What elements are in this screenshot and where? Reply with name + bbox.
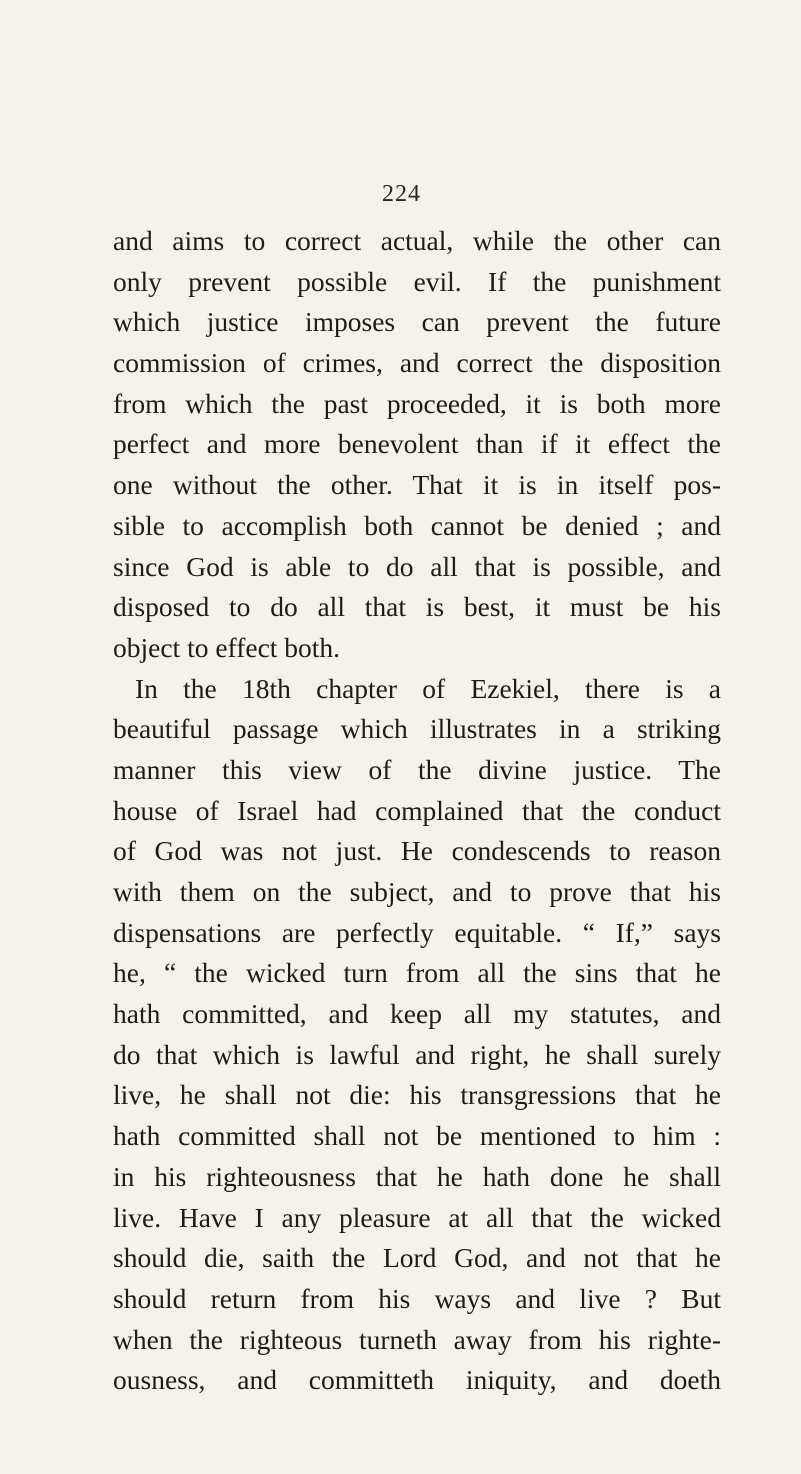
text-line: object to effect both. bbox=[113, 631, 341, 663]
text-line: only prevent possible evil. If the punishment bbox=[113, 265, 721, 297]
text-line: house of Israel had complained that the conduct bbox=[113, 794, 721, 826]
text-line: with them on the subject, and to prove that his bbox=[113, 876, 721, 907]
text-line: of God was not just. He condescends to reason bbox=[113, 835, 721, 867]
text-line: live, he shall not die: his transgressions that he bbox=[113, 1079, 721, 1111]
text-line: and aims to correct actual, while the other can bbox=[113, 225, 721, 256]
text-line: since God is able to do all that is possible, and bbox=[113, 550, 721, 582]
text-line: hath committed, and keep all my statutes, and bbox=[113, 998, 721, 1030]
text-line: sible to accomplish both cannot be denied ; and bbox=[113, 509, 721, 541]
text-line: disposed to do all that is best, it must be his bbox=[113, 591, 721, 623]
text-line: should die, saith the Lord God, and not that he bbox=[113, 1242, 721, 1274]
text-line: which justice imposes can prevent the future bbox=[113, 306, 721, 338]
text-line: one without the other. That it is in itself pos- bbox=[113, 469, 721, 501]
text-line: from which the past proceeded, it is both more bbox=[113, 387, 721, 419]
text-line: hath committed shall not be mentioned to him : bbox=[113, 1120, 721, 1152]
body-text bbox=[113, 221, 721, 1401]
text-line: perfect and more benevolent than if it effect the bbox=[113, 428, 721, 460]
text-line: do that which is lawful and right, he shall surely bbox=[113, 1038, 721, 1070]
text-line: In the 18th chapter of Ezekiel, there is a bbox=[135, 672, 721, 704]
text-line: ousness, and committeth iniquity, and doeth bbox=[113, 1364, 721, 1396]
text-line: dispensations are perfectly equitable. “ If,” says bbox=[113, 916, 721, 948]
text-line: when the righteous turneth away from his righte- bbox=[113, 1323, 721, 1355]
text-line: manner this view of the divine justice. The bbox=[113, 753, 721, 785]
text-line: he, “ the wicked turn from all the sins that he bbox=[113, 957, 721, 989]
text-line: commission of crimes, and correct the disposition bbox=[113, 347, 721, 379]
text-line: in his righteousness that he hath done he shall bbox=[113, 1160, 721, 1192]
page-number: 224 bbox=[382, 181, 421, 207]
text-line: should return from his ways and live ? But bbox=[113, 1282, 721, 1314]
text-line: live. Have I any pleasure at all that the wicked bbox=[113, 1201, 721, 1233]
text-line: beautiful passage which illustrates in a striking bbox=[113, 713, 721, 745]
